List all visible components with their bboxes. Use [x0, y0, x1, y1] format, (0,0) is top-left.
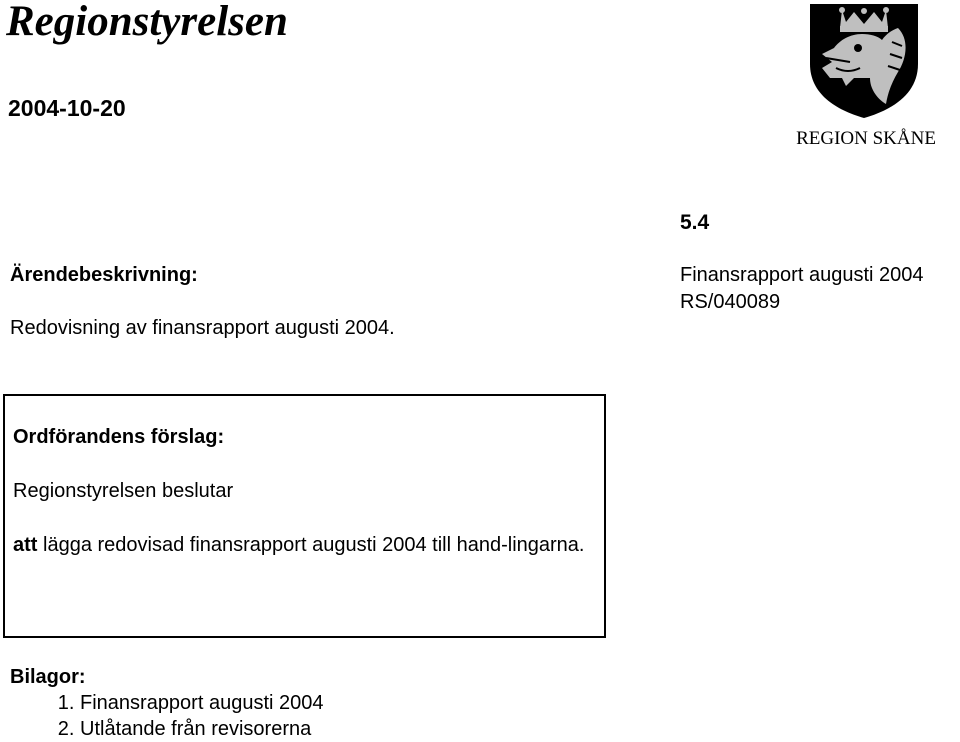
- description-heading: Ärendebeskrivning:: [10, 264, 198, 286]
- attachment-item: 1. Finansrapport augusti 2004: [80, 690, 324, 716]
- proposal-intro: Regionstyrelsen beslutar: [13, 480, 234, 502]
- proposal-decision: [13, 532, 598, 559]
- case-subject: Finansrapport augusti 2004: [680, 264, 924, 286]
- case-meta: [680, 262, 924, 316]
- proposal-heading: Ordförandens förslag:: [13, 426, 225, 448]
- attachments-section: [10, 664, 324, 742]
- agenda-item-number: 5.4: [680, 211, 710, 234]
- organization-name: REGION SKÅNE: [796, 128, 936, 149]
- document-date: 2004-10-20: [8, 95, 126, 121]
- case-reference: RS/040089: [680, 291, 781, 313]
- document-title: Regionstyrelsen: [6, 0, 288, 45]
- griffin-crest-icon: [806, 2, 922, 120]
- decision-keyword: att: [13, 534, 38, 556]
- proposal-box: [3, 394, 606, 638]
- attachments-list: [10, 690, 324, 742]
- decision-text: lägga redovisad finansrapport augusti 2004 till hand-lingarna.: [37, 534, 585, 556]
- attachments-heading: Bilagor:: [10, 666, 86, 688]
- attachment-item: 2. Utlåtande från revisorerna: [80, 716, 324, 742]
- case-description: Redovisning av finansrapport augusti 2004.: [10, 317, 395, 339]
